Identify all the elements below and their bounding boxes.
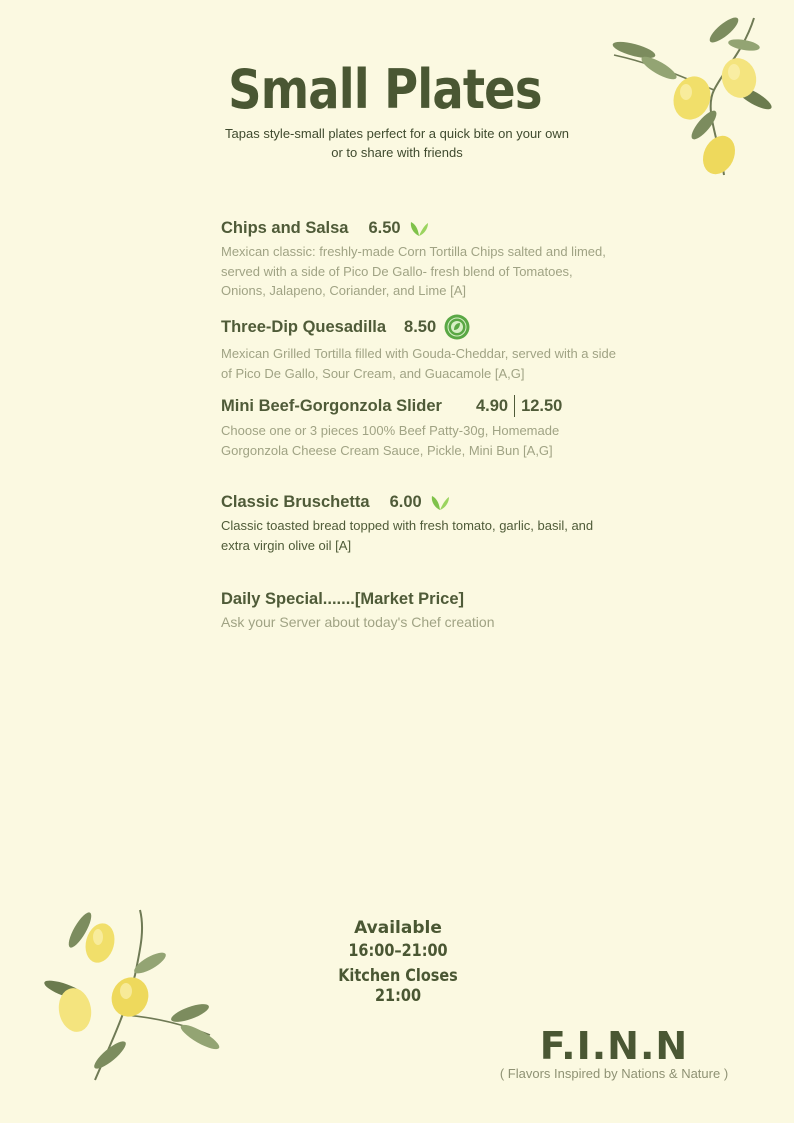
menu-item-header	[221, 219, 621, 238]
vegetarian-badge-icon	[444, 314, 470, 340]
menu-item-description: Choose one or 3 pieces 100% Beef Patty-30g, Homemade Gorgonzola Cheese Cream Sauce, Pickle, Mini Bun [A,G]	[221, 423, 560, 458]
price-divider	[514, 395, 515, 417]
menu-item-name: Classic Bruschetta	[221, 493, 370, 511]
hours-label: Available	[354, 918, 442, 938]
menu-item-name: Chips and Salsa	[221, 219, 349, 237]
hours-time: 16:00–21:00	[348, 941, 448, 961]
menu-item-price-single: 4.90	[475, 396, 509, 415]
brand-block	[484, 1024, 744, 1081]
brand-tagline: ( Flavors Inspired by Nations & Nature )	[499, 1066, 729, 1081]
lemon-branch-illustration	[40, 905, 220, 1085]
menu-item-name: Three-Dip Quesadilla	[221, 317, 387, 336]
menu-item	[221, 314, 621, 383]
menu-item-price: 6.00	[389, 493, 422, 511]
menu-item	[221, 493, 621, 555]
menu-item-name: Mini Beef-Gorgonzola Slider	[221, 396, 442, 415]
menu-item-description: Mexican Grilled Tortilla filled with Gouda-Cheddar, served with a side of Pico De Gallo, Sour Cream, and Guacamole [A,G]	[221, 346, 617, 381]
menu-item	[221, 219, 621, 301]
menu-item-description: Ask your Server about today's Chef creation	[221, 614, 495, 630]
kitchen-close-time: Kitchen Closes 21:00	[338, 966, 458, 1006]
menu-item	[221, 395, 621, 460]
brand-logo: F.I.N.N	[539, 1024, 689, 1068]
menu-item-price: 6.50	[368, 219, 401, 237]
menu-item-header	[221, 395, 621, 417]
menu-item-price: 8.50	[404, 317, 437, 336]
page-subtitle: Tapas style-small plates perfect for a quick bite on your own or to share with friends	[225, 126, 569, 160]
menu-item-header	[221, 493, 621, 512]
menu-item	[221, 590, 621, 633]
page-title: Small Plates	[228, 58, 542, 121]
menu-item-price-triple: 12.50	[521, 396, 563, 415]
menu-item-header	[221, 590, 621, 609]
vegan-leaf-icon	[430, 495, 450, 511]
vegan-leaf-icon	[409, 221, 429, 237]
opening-hours	[300, 918, 496, 1006]
menu-item-header	[221, 314, 621, 340]
menu-item-description: Mexican classic: freshly-made Corn Tortilla Chips salted and limed, served with a side of Pico De Gallo- fresh blend of Tomatoes, Onions, Jalapeno, Coriander, and Lime [A]	[221, 244, 606, 298]
menu-item-description: Classic toasted bread topped with fresh tomato, garlic, basil, and extra virgin olive oil [A]	[221, 518, 594, 553]
menu-item-name: Daily Special.......[Market Price]	[221, 590, 465, 608]
